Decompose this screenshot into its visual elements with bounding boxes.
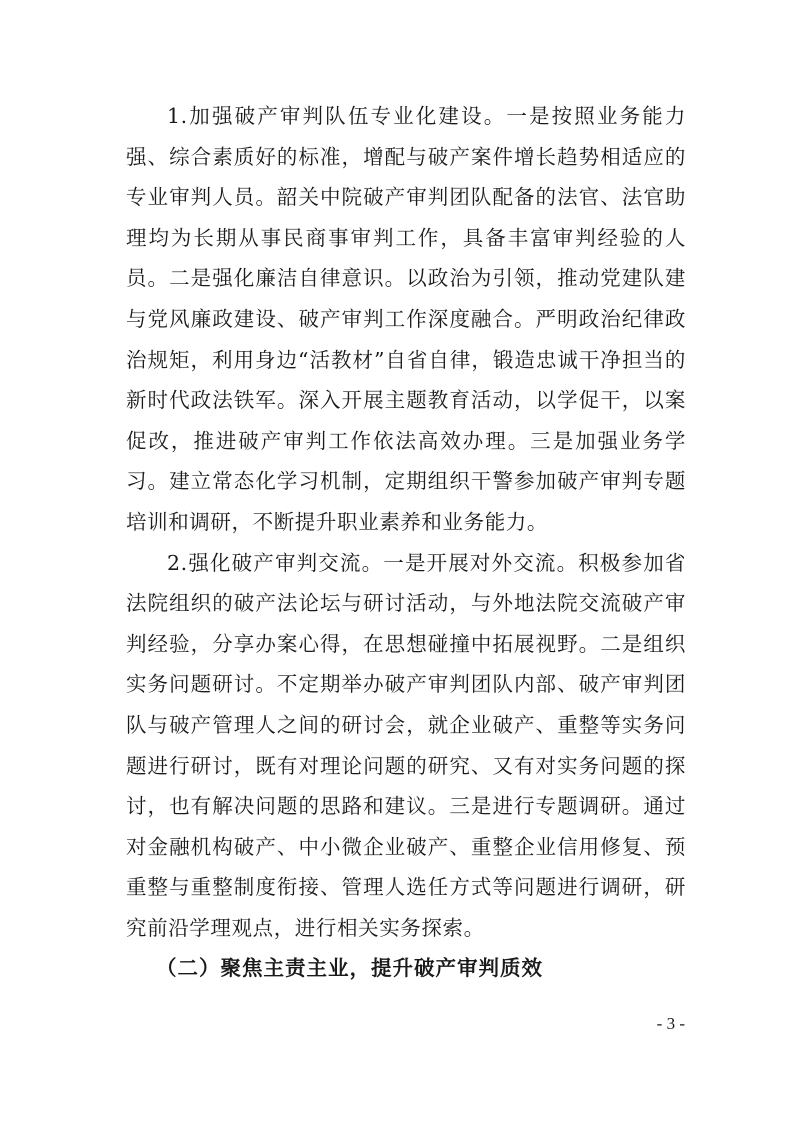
paragraph-exchange: 2.强化破产审判交流。一是开展对外交流。积极参加省法院组织的破产法论坛与研讨活动，与外地法院交流破产审判经验，分享办案心得，在思想碰撞中拓展视野。二是组织实务问题研讨。不定期举办破产审判团队内部、破产审判团队与破产管理人之间的研讨会，就企业破产、重整等实务问题进行研讨，既有对理论问题的研究、又有对实务问题的探讨，也有解决问题的思路和建议。三是进行专题调研。通过对金融机构破产、中小微企业破产、重整企业信用修复、预重整与重整制度衔接、管理人选任方式等问题进行调研，研究前沿学理观点，进行相关实务探索。 [126,550,686,940]
paragraph-team-building: 1.加强破产审判队伍专业化建设。一是按照业务能力强、综合素质好的标准，增配与破产案件增长趋势相适应的专业审判人员。韶关中院破产审判团队配备的法官、法官助理均为长期从事民商事审判工作，具备丰富审判经验的人员。二是强化廉洁自律意识。以政治为引领，推动党建队建与党风廉政建设、破产审判工作深度融合。严明政治纪律政治规矩，利用身边“活教材”自省自律，锻造忠诚干净担当的新时代政法铁军。深入开展主题教育活动，以学促干，以案促改，推进破产审判工作依法高效办理。三是加强业务学习。建立常态化学习机制，定期组织干警参加破产审判专题培训和调研，不断提升职业素养和业务能力。 [126,104,686,534]
document-body [126,96,686,989]
page-number: - 3 - [656,1014,685,1033]
section-heading: （二）聚焦主责主业，提升破产审判质效 [156,956,543,981]
